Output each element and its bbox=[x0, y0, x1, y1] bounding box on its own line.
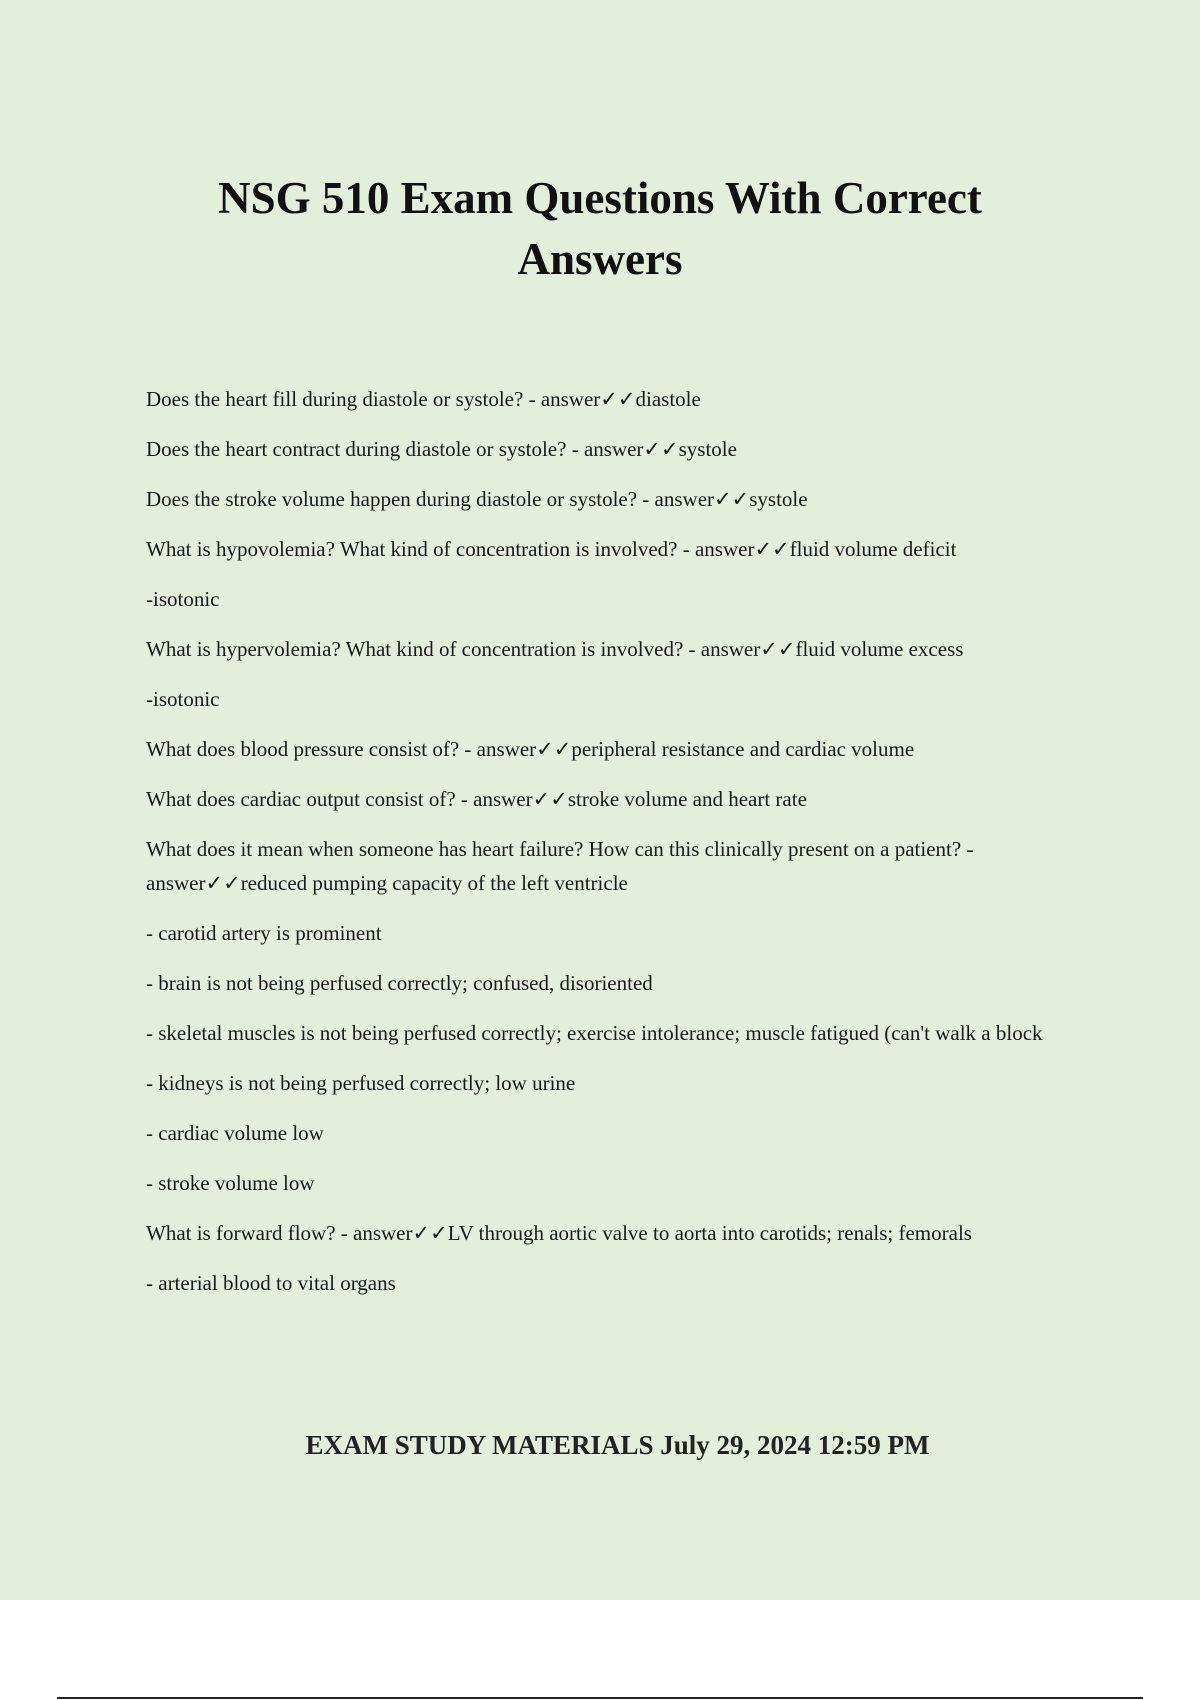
answer-detail-line: -isotonic bbox=[146, 687, 220, 711]
title-line-2: Answers bbox=[517, 234, 683, 284]
answer-detail-line: - brain is not being perfused correctly; confused, disoriented bbox=[146, 971, 653, 995]
answer-detail-line: - arterial blood to vital organs bbox=[146, 1271, 396, 1295]
question-answer-item bbox=[146, 782, 1106, 816]
answer-text: LV through aortic valve to aorta into carotids; renals; femorals bbox=[447, 1221, 972, 1245]
question-answer-item bbox=[146, 532, 1106, 566]
question-answer-item bbox=[146, 632, 1106, 666]
question-text: What does blood pressure consist of? - answer bbox=[146, 737, 537, 761]
double-check-icon: ✓✓ bbox=[760, 637, 796, 661]
answer-detail-line: - skeletal muscles is not being perfused correctly; exercise intolerance; muscle fatigued (can't walk a block bbox=[146, 1021, 1043, 1045]
question-text: What is hypervolemia? What kind of concentration is involved? - answer bbox=[146, 637, 761, 661]
question-answer-item bbox=[146, 732, 1106, 766]
footer-label: EXAM STUDY MATERIALS July 29, 2024 12:59 PM bbox=[305, 1430, 930, 1460]
answer-detail-line: - cardiac volume low bbox=[146, 1121, 324, 1145]
question-text: Does the stroke volume happen during diastole or systole? - answer bbox=[146, 487, 715, 511]
question-answer-item bbox=[146, 382, 1106, 416]
double-check-icon: ✓✓ bbox=[754, 537, 790, 561]
answer-detail-line: -isotonic bbox=[146, 587, 220, 611]
question-text: What does it mean when someone has heart failure? How can this clinically present on a patient? - answer bbox=[146, 837, 974, 895]
answer-text: fluid volume deficit bbox=[789, 537, 957, 561]
bottom-divider bbox=[57, 1697, 1143, 1699]
document-title bbox=[0, 168, 1200, 290]
double-check-icon: ✓✓ bbox=[536, 737, 572, 761]
question-answer-item bbox=[146, 482, 1106, 516]
double-check-icon: ✓✓ bbox=[412, 1221, 448, 1245]
answer-text: stroke volume and heart rate bbox=[567, 787, 807, 811]
answer-detail-line: - kidneys is not being perfused correctly; low urine bbox=[146, 1071, 576, 1095]
answer-text: diastole bbox=[635, 387, 701, 411]
question-text: Does the heart contract during diastole or systole? - answer bbox=[146, 437, 644, 461]
answer-text: systole bbox=[749, 487, 808, 511]
answer-text: reduced pumping capacity of the left ventricle bbox=[240, 871, 628, 895]
question-answer-item bbox=[146, 432, 1106, 466]
question-answer-item bbox=[146, 832, 1106, 900]
question-text: What is forward flow? - answer bbox=[146, 1221, 413, 1245]
double-check-icon: ✓✓ bbox=[643, 437, 679, 461]
question-answer-item bbox=[146, 1216, 1106, 1250]
question-text: Does the heart fill during diastole or systole? - answer bbox=[146, 387, 601, 411]
double-check-icon: ✓✓ bbox=[600, 387, 636, 411]
answer-text: systole bbox=[678, 437, 737, 461]
question-text: What does cardiac output consist of? - answer bbox=[146, 787, 533, 811]
answer-text: fluid volume excess bbox=[795, 637, 964, 661]
double-check-icon: ✓✓ bbox=[532, 787, 568, 811]
answer-text: peripheral resistance and cardiac volume bbox=[571, 737, 915, 761]
answer-detail-line: - carotid artery is prominent bbox=[146, 921, 382, 945]
double-check-icon: ✓✓ bbox=[205, 871, 241, 895]
question-text: What is hypovolemia? What kind of concentration is involved? - answer bbox=[146, 537, 755, 561]
qa-list bbox=[146, 382, 1106, 1316]
answer-detail-line: - stroke volume low bbox=[146, 1171, 315, 1195]
title-line-1: NSG 510 Exam Questions With Correct bbox=[218, 173, 982, 223]
double-check-icon: ✓✓ bbox=[714, 487, 750, 511]
